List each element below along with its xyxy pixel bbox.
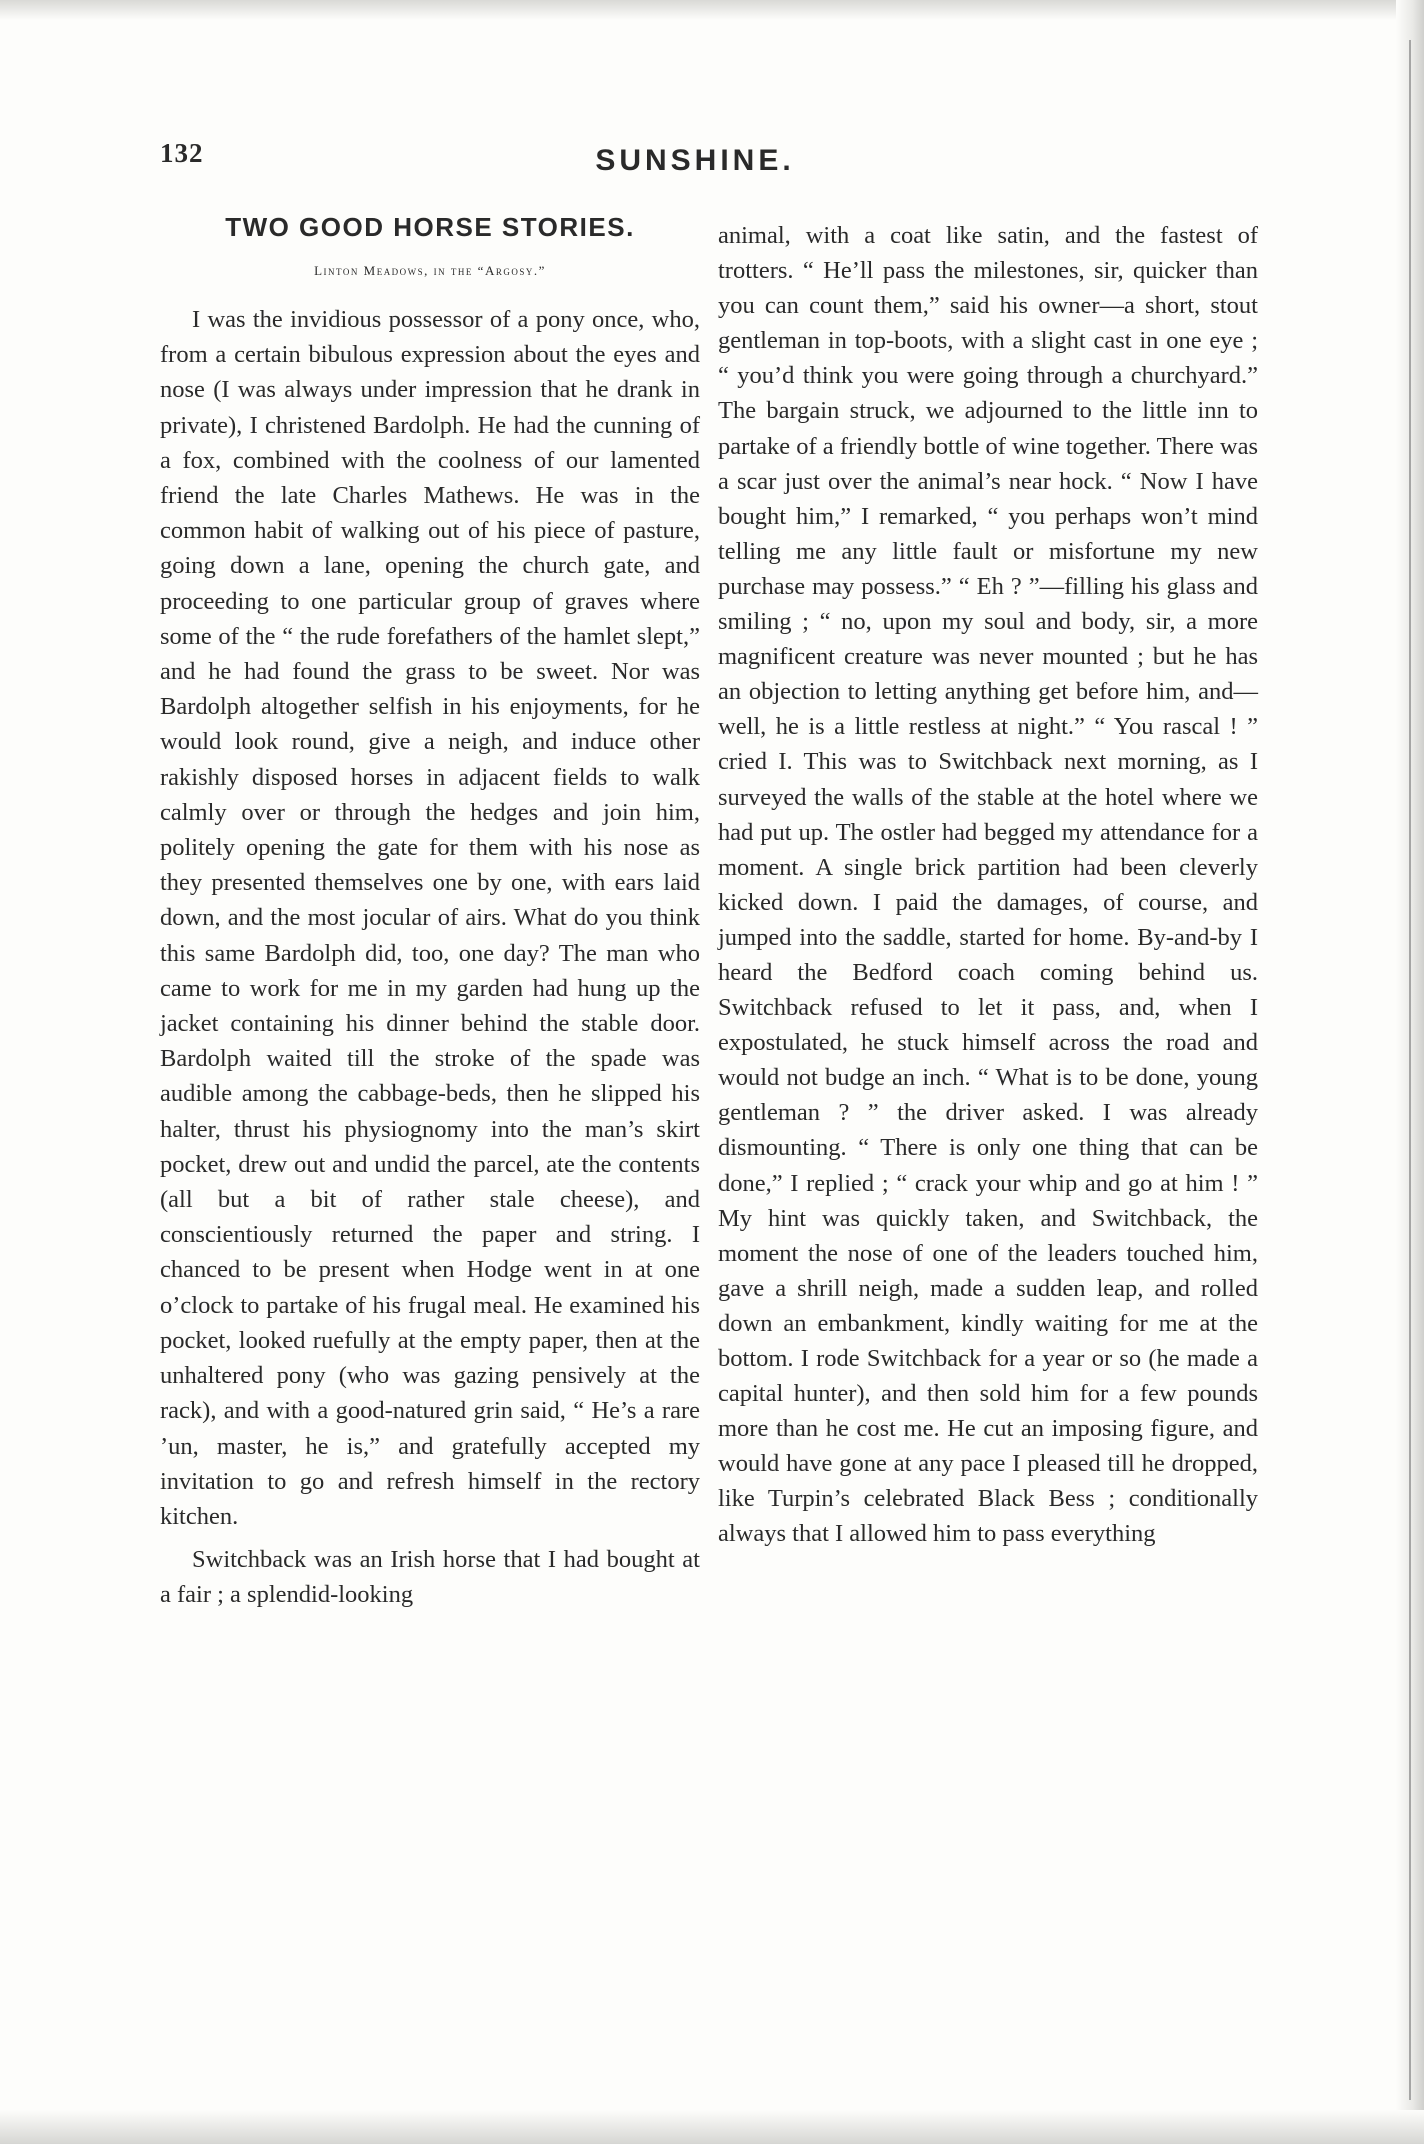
page-number: 132 [160,138,204,168]
left-column [160,210,700,1613]
paragraph-bardolph: I was the invidious possessor of a pony once, who, from a certain bibulous expression about the eyes and nose (I was always under impression that he drank in private), I christened Bardolph. He had the cunning of a fox, combined with the coolness of our lamented friend the late Charles Mathews. He was in the common habit of walking out of his piece of pasture, going down a lane, opening the church gate, and proceeding to one particular group of graves where some of the “ the rude forefathers of the hamlet slept,” and he had found the grass to be sweet. Nor was Bardolph altogether selfish in his enjoyments, for he would look round, give a neigh, and induce other rakishly disposed horses in adjacent fields to walk calmly over or through the hedges and join him, politely opening the gate for them with his nose as they presented themselves one by one, with ears laid down, and the most jocular of airs. What do you think this same Bardolph did, too, one day? The man who came to work for me in my garden had hung up the jacket containing his dinner behind the stable door. Bardolph waited till the stroke of the spade was audible among the cabbage-beds, then he slipped his halter, thrust his physiognomy into the man’s skirt pocket, drew out and undid the parcel, ate the contents (all but a bit of rather stale cheese), and conscientiously returned the paper and string. I chanced to be present when Hodge went in at one o’clock to partake of his frugal meal. He examined his pocket, looked ruefully at the empty paper, then at the unhaltered pony (who was gazing pensively at the rack), and with a good-natured grin said, “ He’s a rare ’un, master, he is,” and gratefully accepted my invitation to go and refresh himself in the rectory kitchen. [160,306,700,1530]
page-edge-line [1409,40,1411,2100]
scan-shadow-top [0,0,1424,20]
article-title: TWO GOOD HORSE STORIES. [225,212,635,242]
paragraph-switchback-start: Switchback was an Irish horse that I had bought at a fair ; a splendid-looking [160,1546,700,1609]
paragraph-switchback-continued: animal, with a coat like satin, and the fastest of trotters. “ He’ll pass the milestones, sir, quicker than you can count them,” said his owner—a short, stout gentleman in top-boots, with a slight cast in one eye ; “ you’d think you were going through a churchyard.” The bargain struck, we adjourned to the little inn to partake of a friendly bottle of wine together. There was a scar just over the animal’s near hock. “ Now I have bought him,” I remarked, “ you perhaps won’t mind telling me any little fault or misfortune my new purchase may possess.” “ Eh ? ”—filling his glass and smiling ; “ no, upon my soul and body, sir, a more magnificent creature was never mounted ; but he has an objection to letting anything get before him, and—well, he is a little restless at night.” “ You rascal ! ” cried I. This was to Switchback next morning, as I surveyed the walls of the stable at the hotel where we had put up. The ostler had begged my attendance for a moment. A single brick partition had been cleverly kicked down. I paid the damages, of course, and jumped into the saddle, started for home. By-and-by I heard the Bedford coach coming behind us. Switchback refused to let it pass, and, when I expostulated, he stuck himself across the road and would not budge an inch. “ What is to be done, young gentleman ? ” the driver asked. I was already dismounting. “ There is only one thing that can be done,” I replied ; “ crack your whip and go at him ! ” My hint was quickly taken, and Switchback, the moment the nose of one of the leaders touched him, gave a shrill neigh, made a sudden leap, and rolled down an embankment, kindly waiting for me at the bottom. I rode Switchback for a year or so (he made a capital hunter), and then sold him for a few pounds more than he cost me. He cut an imposing figure, and would have gone at any pace I pleased till he dropped, like Turpin’s celebrated Black Bess ; conditionally always that I allowed him to pass everything [718,222,1258,1548]
article-byline: Linton Meadows, in the “Argosy.” [314,263,546,278]
scan-shadow-bottom [0,2110,1424,2144]
right-column [718,218,1258,1552]
running-title: SUNSHINE. [595,144,795,177]
